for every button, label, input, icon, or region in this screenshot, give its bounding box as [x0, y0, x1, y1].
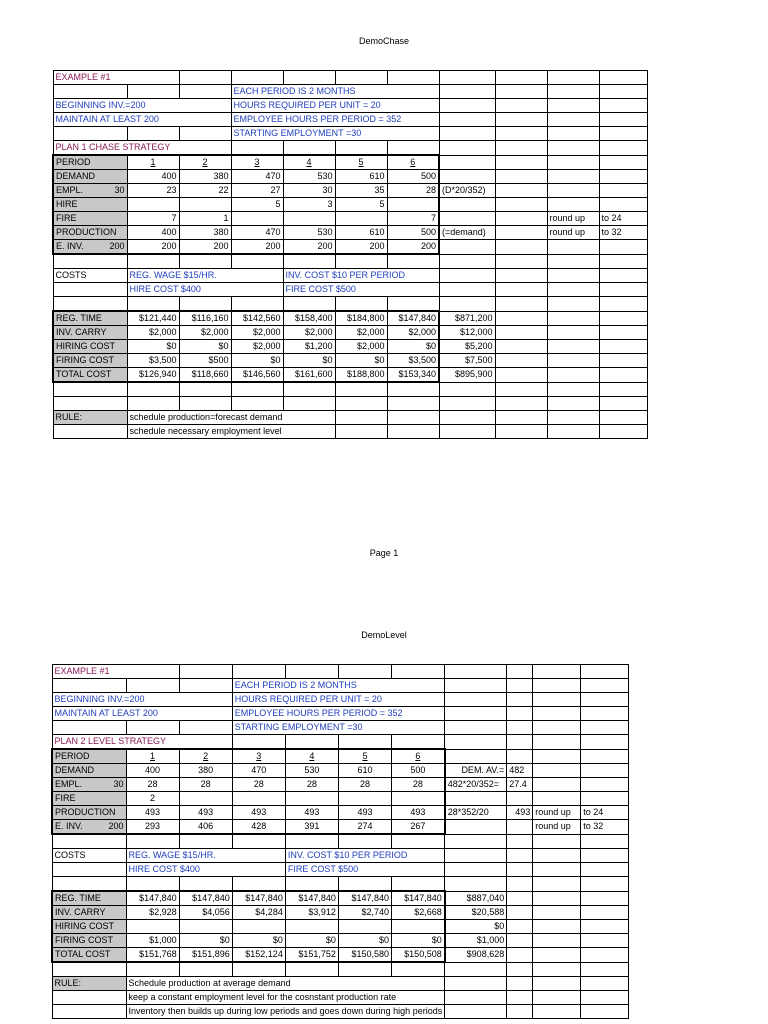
row-total: $1,000: [445, 934, 507, 948]
rule-text: schedule production=forecast demand: [127, 411, 335, 425]
period-info: EACH PERIOD IS 2 MONTHS: [232, 679, 445, 693]
empl-note: (D*20/352): [439, 184, 495, 198]
period-cell: 6: [392, 749, 445, 764]
rule-text: Inventory then builds up during low periods and goes down during high periods: [126, 1005, 445, 1019]
table-row: [53, 127, 647, 141]
dem-av-label: DEM. AV.=: [445, 764, 507, 778]
row-total: $0: [445, 920, 507, 934]
reg-wage: REG. WAGE $15/HR.: [126, 849, 285, 863]
round-note: round up: [533, 806, 581, 820]
table-row: FIRE 7 1 7 round up to 24: [53, 212, 647, 226]
employee-hours: EMPLOYEE HOURS PER PERIOD = 352: [232, 707, 445, 721]
production-note: (=demand): [439, 226, 495, 240]
employee-hours: EMPLOYEE HOURS PER PERIOD = 352: [231, 113, 439, 127]
prod-formula: 28*352/20: [445, 806, 507, 820]
page-label: Page 1: [369, 548, 399, 558]
table-row: FIRE 2: [52, 792, 629, 806]
table-row: INV. CARRY $2,928 $4,056 $4,284 $3,912 $2,740 $2,668 $20,588: [52, 906, 629, 920]
table-row: FIRING COST $1,000 $0 $0 $0 $0 $0 $1,000: [52, 934, 629, 948]
sheet-title-level: DemoLevel: [361, 630, 407, 640]
table-row: [52, 707, 629, 721]
reg-wage: REG. WAGE $15/HR.: [127, 269, 283, 283]
starting-employment: STARTING EMPLOYMENT =30: [231, 127, 439, 141]
inv-cost: INV. COST $10 PER PERIOD: [285, 849, 444, 863]
row-total: $871,200: [439, 311, 495, 326]
table-row: [52, 1005, 629, 1019]
round-note: to 24: [599, 212, 647, 226]
table-row: [52, 721, 629, 735]
empl-result: 27.4: [507, 778, 533, 792]
period-cell: 4: [285, 749, 338, 764]
inv-cost: INV. COST $10 PER PERIOD: [283, 269, 439, 283]
table-row: [53, 99, 647, 113]
table-row: PRODUCTION 400 380 470 530 610 500 (=demand) round up to 32: [53, 226, 647, 240]
table-row: [53, 269, 647, 283]
table-row: [52, 834, 629, 849]
fire-cost: FIRE COST $500: [283, 283, 439, 297]
sheet-title-chase: DemoChase: [358, 36, 410, 46]
table-row: [52, 749, 629, 764]
row-label: DEMAND: [52, 764, 126, 778]
row-label: EMPL. 30: [52, 778, 126, 792]
row-label: FIRING COST: [53, 354, 127, 368]
table-row: [53, 397, 647, 411]
period-cell: 3: [231, 155, 283, 170]
level-spreadsheet: [51, 664, 629, 1019]
beginning-inv: BEGINNING INV.=200: [53, 99, 231, 113]
table-row: [53, 141, 647, 156]
example-label: EXAMPLE #1: [52, 665, 179, 679]
row-label: INV. CARRY: [53, 326, 127, 340]
row-total: $908,628: [445, 948, 507, 963]
plan-label: PLAN 2 LEVEL STRATEGY: [52, 735, 232, 750]
round-note: round up: [533, 820, 581, 835]
prod-result: 493: [507, 806, 533, 820]
hours-required: HOURS REQUIRED PER UNIT = 20: [232, 693, 445, 707]
period-info: EACH PERIOD IS 2 MONTHS: [231, 85, 439, 99]
round-note: to 32: [599, 226, 647, 240]
dem-av-value: 482: [507, 764, 533, 778]
period-cell: 5: [338, 749, 391, 764]
table-row: [53, 85, 647, 99]
table-row: E. INV. 200 200 200 200 200 200 200: [53, 240, 647, 255]
table-row: E. INV. 200 293 406 428 391 274 267 round up to 32: [52, 820, 629, 835]
table-row: [53, 283, 647, 297]
row-total: $5,200: [439, 340, 495, 354]
row-label: PRODUCTION: [53, 226, 127, 240]
table-row: DEMAND 400 380 470 530 610 500: [53, 170, 647, 184]
table-row: [52, 693, 629, 707]
table-row: [52, 665, 629, 679]
table-row: INV. CARRY $2,000 $2,000 $2,000 $2,000 $2,000 $2,000 $12,000: [53, 326, 647, 340]
round-note: round up: [547, 212, 599, 226]
table-row: [53, 382, 647, 397]
table-row: [52, 991, 629, 1005]
table-row: TOTAL COST $151,768 $151,896 $152,124 $151,752 $150,580 $150,508 $908,628: [52, 948, 629, 963]
row-total: $887,040: [445, 891, 507, 906]
row-label: FIRING COST: [52, 934, 126, 948]
row-label: TOTAL COST: [52, 948, 126, 963]
table-row: [52, 877, 629, 892]
table-row: EMPL. 30 23 22 27 30 35 28 (D*20/352): [53, 184, 647, 198]
row-label: INV. CARRY: [52, 906, 126, 920]
table-row: [53, 254, 647, 269]
table-row: HIRE 5 3 5: [53, 198, 647, 212]
table-row: PRODUCTION 493 493 493 493 493 493 28*352/20 493 round up to 24: [52, 806, 629, 820]
row-total: $895,900: [439, 368, 495, 383]
period-cell: 6: [387, 155, 439, 170]
row-label: TOTAL COST: [53, 368, 127, 383]
table-row: [53, 411, 647, 425]
table-row: [52, 679, 629, 693]
rule-text: Schedule production at average demand: [126, 977, 445, 991]
row-label: HIRING COST: [52, 920, 126, 934]
hours-required: HOURS REQUIRED PER UNIT = 20: [231, 99, 439, 113]
table-row: DEMAND 400 380 470 530 610 500 DEM. AV.= 482: [52, 764, 629, 778]
period-cell: 2: [179, 749, 232, 764]
period-cell: 5: [335, 155, 387, 170]
period-cell: 2: [179, 155, 231, 170]
rule-label: RULE:: [52, 977, 126, 991]
table-row: [52, 849, 629, 863]
rule-text: keep a constant employment level for the cosnstant production rate: [126, 991, 445, 1005]
table-row: [52, 735, 629, 750]
row-total: $12,000: [439, 326, 495, 340]
starting-employment: STARTING EMPLOYMENT =30: [232, 721, 445, 735]
hire-cost: HIRE COST $400: [126, 863, 285, 877]
row-label: DEMAND: [53, 170, 127, 184]
row-label: REG. TIME: [53, 311, 127, 326]
table-row: [53, 297, 647, 312]
plan-label: PLAN 1 CHASE STRATEGY: [53, 141, 231, 156]
period-cell: 1: [126, 749, 179, 764]
hire-cost: HIRE COST $400: [127, 283, 283, 297]
table-row: REG. TIME $121,440 $116,160 $142,560 $158,400 $184,800 $147,840 $871,200: [53, 311, 647, 326]
table-row: FIRING COST $3,500 $500 $0 $0 $0 $3,500 $7,500: [53, 354, 647, 368]
table-row: [53, 71, 647, 85]
table-row: [52, 863, 629, 877]
row-total: $7,500: [439, 354, 495, 368]
costs-label: COSTS: [53, 269, 127, 283]
table-row: [53, 113, 647, 127]
rule-label: RULE:: [53, 411, 127, 425]
rule-text: schedule necessary employment level: [127, 425, 335, 439]
row-label: HIRE: [53, 198, 127, 212]
table-row: EMPL. 30 28 28 28 28 28 28 482*20/352= 27.4: [52, 778, 629, 792]
round-note: to 32: [581, 820, 629, 835]
row-label: PERIOD: [52, 749, 126, 764]
fire-cost: FIRE COST $500: [285, 863, 444, 877]
row-label: REG. TIME: [52, 891, 126, 906]
table-row: [53, 155, 647, 170]
round-note: round up: [547, 226, 599, 240]
row-label: E. INV. 200: [53, 240, 127, 255]
row-label: EMPL. 30: [53, 184, 127, 198]
row-label: FIRE: [52, 792, 126, 806]
table-row: [52, 962, 629, 977]
table-row: [52, 977, 629, 991]
table-row: [53, 425, 647, 439]
table-row: HIRING COST $0 $0 $2,000 $1,200 $2,000 $0 $5,200: [53, 340, 647, 354]
maintain-label: MAINTAIN AT LEAST 200: [52, 707, 232, 721]
period-cell: 4: [283, 155, 335, 170]
period-cell: 3: [232, 749, 285, 764]
empl-formula: 482*20/352=: [445, 778, 507, 792]
row-total: $20,588: [445, 906, 507, 920]
example-label: EXAMPLE #1: [53, 71, 179, 85]
row-label: PERIOD: [53, 155, 127, 170]
table-row: REG. TIME $147,840 $147,840 $147,840 $147,840 $147,840 $147,840 $887,040: [52, 891, 629, 906]
row-label: PRODUCTION: [52, 806, 126, 820]
beginning-inv: BEGINNING INV.=200: [52, 693, 232, 707]
maintain-label: MAINTAIN AT LEAST 200: [53, 113, 231, 127]
row-label: FIRE: [53, 212, 127, 226]
round-note: to 24: [581, 806, 629, 820]
table-row: [52, 920, 629, 934]
table-row: TOTAL COST $126,940 $118,660 $146,560 $161,600 $188,800 $153,340 $895,900: [53, 368, 647, 383]
period-cell: 1: [127, 155, 179, 170]
chase-spreadsheet: [52, 70, 648, 439]
row-label: HIRING COST: [53, 340, 127, 354]
row-label: E. INV. 200: [52, 820, 126, 835]
costs-label: COSTS: [52, 849, 126, 863]
